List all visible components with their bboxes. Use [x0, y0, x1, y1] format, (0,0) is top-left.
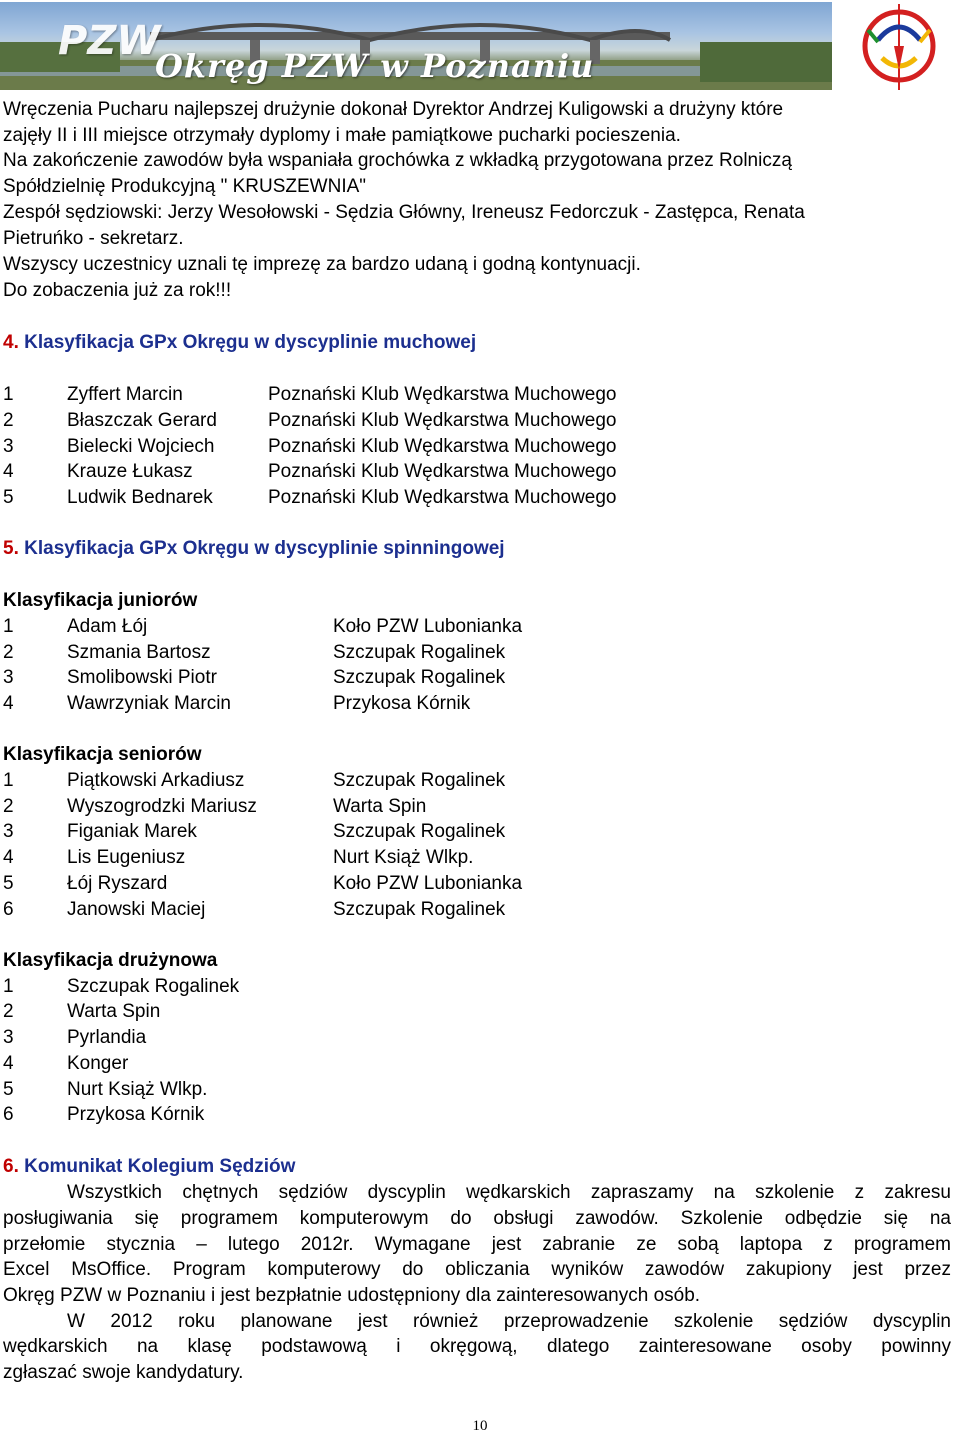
paragraph-line: wędkarskich na klasę podstawową i okręgową, dlatego zainteresowane osoby powinny — [3, 1336, 951, 1357]
rank: 4 — [3, 693, 14, 714]
seniors-heading: Klasyfikacja seniorów — [3, 744, 202, 765]
section-4-number: 4. — [3, 332, 19, 353]
team-name: Przykosa Kórnik — [67, 1104, 205, 1125]
bridge-photo — [0, 2, 832, 90]
paragraph-line: posługiwania się programem komputerowym do obsługi zawodów. Szkolenie odbędzie się na — [3, 1208, 951, 1229]
rank: 3 — [3, 667, 14, 688]
competitor-name: Błaszczak Gerard — [67, 410, 217, 431]
club-name: Koło PZW Lubonianka — [333, 616, 523, 637]
rank: 1 — [3, 616, 14, 637]
rank: 3 — [3, 1027, 14, 1048]
section-5-title: Klasyfikacja GPx Okręgu w dyscyplinie spinningowej — [24, 538, 505, 559]
club-name: Szczupak Rogalinek — [333, 667, 506, 688]
intro-line: Wręczenia Pucharu najlepszej drużynie dokonał Dyrektor Andrzej Kuligowski a drużyny które — [3, 99, 784, 120]
competitor-name: Szmania Bartosz — [67, 642, 211, 663]
team-name: Nurt Książ Wlkp. — [67, 1079, 208, 1100]
section-4-heading — [3, 330, 476, 356]
section-5-number: 5. — [3, 538, 19, 559]
rank: 1 — [3, 384, 14, 405]
paragraph-line: przełomie stycznia – lutego 2012r. Wymagane jest zabranie ze sobą laptopa z programem — [3, 1234, 951, 1255]
rank: 3 — [3, 436, 14, 457]
competitor-name: Ludwik Bednarek — [67, 487, 213, 508]
intro-line: Spółdzielnię Produkcyjną " KRUSZEWNIA" — [3, 176, 367, 197]
club-name: Warta Spin — [333, 796, 427, 817]
rank: 6 — [3, 899, 14, 920]
club-name: Poznański Klub Wędkarstwa Muchowego — [268, 487, 617, 508]
club-name: Szczupak Rogalinek — [333, 770, 506, 791]
competitor-name: Łój Ryszard — [67, 873, 168, 894]
teams-heading: Klasyfikacja drużynowa — [3, 950, 218, 971]
team-name: Warta Spin — [67, 1001, 161, 1022]
juniors-heading: Klasyfikacja juniorów — [3, 590, 198, 611]
paragraph-line: W 2012 roku planowane jest również przeprowadzenie szkolenie sędziów dyscyplin — [67, 1311, 951, 1332]
intro-line: Zespół sędziowski: Jerzy Wesołowski - Sędzia Główny, Ireneusz Fedorczuk - Zastępca, Renata — [3, 202, 805, 223]
club-name: Poznański Klub Wędkarstwa Muchowego — [268, 461, 617, 482]
paragraph-line: Excel MsOffice. Program komputerowy do obliczania wyników zawodów zakupiony jest przez — [3, 1259, 951, 1280]
competitor-name: Smolibowski Piotr — [67, 667, 217, 688]
rank: 1 — [3, 976, 14, 997]
paragraph-line: Wszystkich chętnych sędziów dyscyplin wędkarskich zapraszamy na szkolenie z zakresu — [67, 1182, 951, 1203]
club-name: Poznański Klub Wędkarstwa Muchowego — [268, 410, 617, 431]
club-name: Szczupak Rogalinek — [333, 642, 506, 663]
section-6-heading — [3, 1154, 295, 1180]
club-name: Szczupak Rogalinek — [333, 899, 506, 920]
competitor-name: Piątkowski Arkadiusz — [67, 770, 245, 791]
competitor-name: Janowski Maciej — [67, 899, 206, 920]
section-4-title: Klasyfikacja GPx Okręgu w dyscyplinie muchowej — [24, 332, 477, 353]
section-5-heading — [3, 536, 505, 562]
intro-line: Wszyscy uczestnicy uznali tę imprezę za bardzo udaną i godną kontynuacji. — [3, 254, 641, 275]
paragraph-line: Okręg PZW w Poznaniu i jest bezpłatnie udostępniony dla zainteresowanych osób. — [3, 1285, 701, 1306]
banner-title: Okręg PZW w Poznaniu — [155, 47, 595, 85]
competitor-name: Lis Eugeniusz — [67, 847, 186, 868]
club-name: Koło PZW Lubonianka — [333, 873, 523, 894]
page-number: 10 — [472, 1418, 488, 1434]
competitor-name: Wawrzyniak Marcin — [67, 693, 231, 714]
club-name: Nurt Książ Wlkp. — [333, 847, 474, 868]
paragraph-line: zgłaszać swoje kandydatury. — [3, 1362, 244, 1383]
team-name: Pyrlandia — [67, 1027, 147, 1048]
intro-line: Pietruńko - sekretarz. — [3, 228, 184, 249]
rank: 5 — [3, 487, 14, 508]
rank: 5 — [3, 873, 14, 894]
section-6-number: 6. — [3, 1156, 19, 1177]
header-banner — [0, 0, 960, 92]
rank: 2 — [3, 642, 14, 663]
team-name: Konger — [67, 1053, 129, 1074]
competitor-name: Krauze Łukasz — [67, 461, 193, 482]
competitor-name: Bielecki Wojciech — [67, 436, 215, 457]
club-name: Szczupak Rogalinek — [333, 821, 506, 842]
competitor-name: Wyszogrodzki Mariusz — [67, 796, 257, 817]
rank: 5 — [3, 1079, 14, 1100]
competitor-name: Adam Łój — [67, 616, 148, 637]
rank: 1 — [3, 770, 14, 791]
rank: 4 — [3, 847, 14, 868]
rank: 4 — [3, 1053, 14, 1074]
club-name: Poznański Klub Wędkarstwa Muchowego — [268, 436, 617, 457]
rank: 2 — [3, 410, 14, 431]
pzw-emblem-icon — [838, 0, 960, 92]
section-6-title: Komunikat Kolegium Sędziów — [24, 1156, 296, 1177]
pzw-logo-text: PZW — [58, 18, 161, 64]
intro-line: zajęły II i III miejsce otrzymały dyplomy i małe pamiątkowe pucharki pocieszenia. — [3, 125, 681, 146]
competitor-name: Zyffert Marcin — [67, 384, 183, 405]
competitor-name: Figaniak Marek — [67, 821, 197, 842]
club-name: Przykosa Kórnik — [333, 693, 471, 714]
rank: 6 — [3, 1104, 14, 1125]
rank: 2 — [3, 796, 14, 817]
club-name: Poznański Klub Wędkarstwa Muchowego — [268, 384, 617, 405]
rank: 3 — [3, 821, 14, 842]
intro-line: Do zobaczenia już za rok!!! — [3, 280, 232, 301]
rank: 4 — [3, 461, 14, 482]
rank: 2 — [3, 1001, 14, 1022]
team-name: Szczupak Rogalinek — [67, 976, 240, 997]
intro-line: Na zakończenie zawodów była wspaniała grochówka z wkładką przygotowana przez Rolniczą — [3, 150, 792, 171]
